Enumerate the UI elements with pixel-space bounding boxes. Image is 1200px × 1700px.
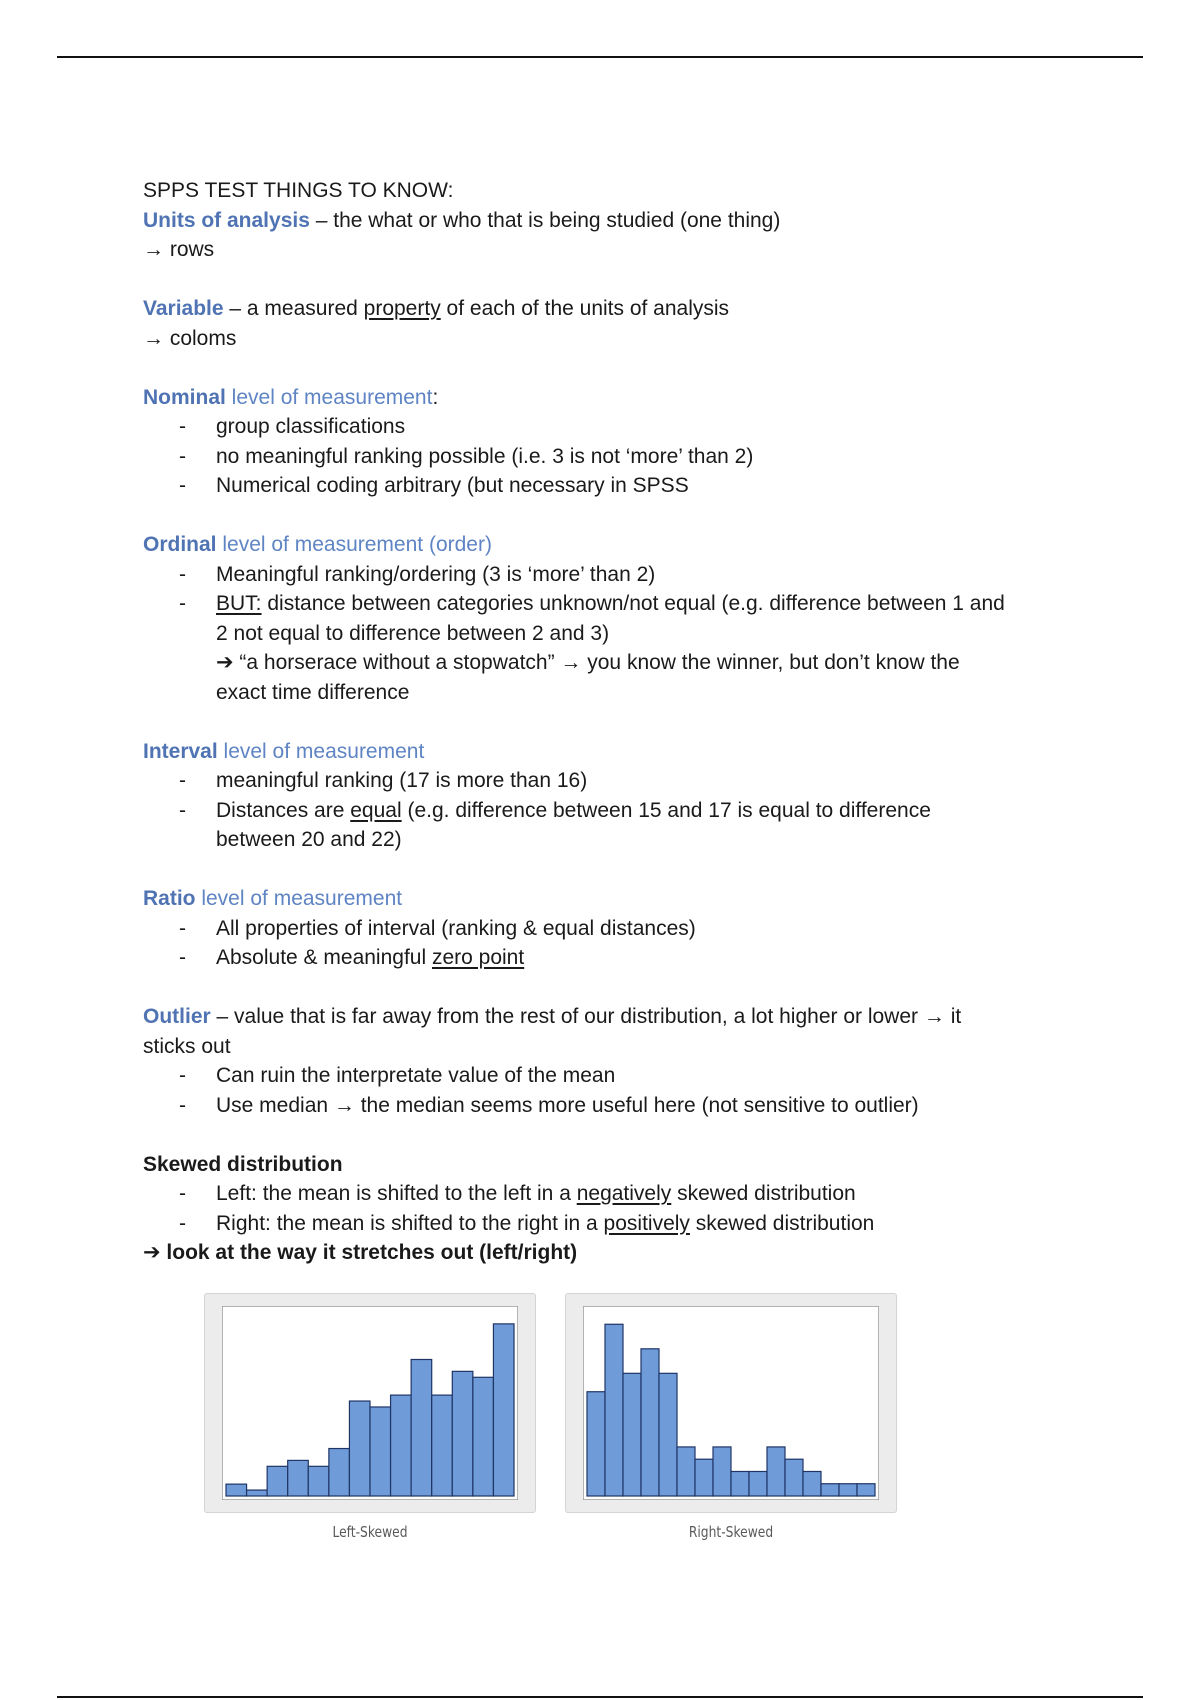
variable-def-pre: – a measured [223, 297, 364, 320]
document-body [143, 176, 1083, 1268]
histogram-bar [677, 1447, 695, 1496]
variable-definition [143, 294, 1083, 324]
ordinal-item2-line2: 2 not equal to difference between 2 and 3) [216, 621, 610, 645]
left-skewed-figure [204, 1293, 536, 1541]
ratio-list [143, 914, 1083, 973]
histogram-bar [659, 1373, 677, 1496]
outlier-definition-line2: sticks out [143, 1034, 231, 1058]
histogram-bar [391, 1395, 412, 1496]
histogram-bar [713, 1447, 731, 1496]
list-item: - Can ruin the interpretate value of the mean [143, 1061, 1083, 1091]
histogram-bar [623, 1373, 641, 1496]
nominal-colon: : [432, 385, 439, 409]
ratio-level-label: level of measurement [195, 887, 403, 910]
outlier-definition [143, 1002, 1083, 1032]
variable-def-underlined: property [363, 297, 441, 320]
right-skewed-figure [565, 1293, 897, 1541]
skewed-right-pre: Right: the mean is shifted to the right in a [216, 1211, 604, 1235]
ordinal-level-label: level of measurement (order) [216, 533, 492, 556]
histogram-bar [587, 1392, 605, 1496]
skewed-list [143, 1179, 1083, 1238]
histogram-bar [641, 1349, 659, 1496]
ordinal-list [143, 560, 1083, 708]
histogram-bar [308, 1466, 329, 1496]
list-item: - All properties of interval (ranking & equal distances) [143, 914, 1083, 944]
list-item: - Numerical coding arbitrary (but necessary in SPSS [143, 471, 1083, 501]
histogram-figures [204, 1293, 904, 1553]
outlier-list [143, 1061, 1083, 1120]
interval-heading [143, 737, 1083, 767]
skewed-left-underlined: negatively [576, 1182, 672, 1205]
term-variable: Variable [143, 297, 224, 320]
page-heading: SPPS TEST THINGS TO KNOW: [143, 179, 454, 202]
list-item: - group classifications [143, 412, 1083, 442]
ordinal-item2-line3: ➔ “a horserace without a stopwatch” → you know the winner, but don’t know the [216, 651, 960, 674]
ordinal-item2-line4: exact time difference [216, 680, 410, 704]
skewed-heading: Skewed distribution [143, 1152, 343, 1176]
units-arrow-note: → rows [143, 238, 215, 261]
list-item [143, 589, 1083, 707]
histogram-bar [247, 1490, 268, 1496]
term-interval: Interval [143, 739, 218, 763]
left-skewed-frame [204, 1293, 536, 1513]
right-skewed-frame [565, 1293, 897, 1513]
histogram-bar [267, 1466, 288, 1496]
histogram-bar [731, 1471, 749, 1496]
variable-def-post: of each of the units of analysis [440, 297, 730, 320]
skewed-right-underlined: positively [603, 1211, 690, 1235]
histogram-bar [749, 1471, 767, 1496]
right-skewed-histogram [583, 1306, 879, 1500]
list-item [143, 943, 1083, 973]
skewed-note: ➔ look at the way it stretches out (left/right) [143, 1241, 578, 1264]
term-ordinal: Ordinal [143, 533, 217, 556]
interval-level-label: level of measurement [217, 739, 425, 763]
histogram-bar [857, 1484, 875, 1496]
outlier-definition-text: – value that is far away from the rest of our distribution, a lot higher or lower → it [210, 1005, 962, 1028]
list-item [143, 1179, 1083, 1209]
nominal-list [143, 412, 1083, 501]
skewed-left-post: skewed distribution [671, 1182, 856, 1205]
list-item: - Meaningful ranking/ordering (3 is ‘more’ than 2) [143, 560, 1083, 590]
skewed-right-post: skewed distribution [689, 1211, 875, 1235]
nominal-heading [143, 383, 1083, 413]
histogram-bar [411, 1359, 432, 1496]
list-item: - no meaningful ranking possible (i.e. 3 is not ‘more’ than 2) [143, 442, 1083, 472]
histogram-bar [473, 1377, 494, 1496]
ordinal-item2-text: distance between categories unknown/not equal (e.g. difference between 1 and [261, 592, 1005, 615]
ratio-item2-underlined: zero point [431, 946, 525, 969]
left-skewed-histogram [222, 1306, 518, 1500]
histogram-bar [605, 1324, 623, 1496]
units-definition-text: – the what or who that is being studied (one thing) [309, 208, 781, 232]
interval-item2-underlined: equal [350, 798, 402, 822]
histogram-bar [452, 1371, 473, 1496]
ordinal-heading [143, 530, 1083, 560]
interval-item2-line2: between 20 and 22) [216, 828, 402, 851]
list-item: - Use median → the median seems more useful here (not sensitive to outlier) [143, 1091, 1083, 1121]
interval-item2-text: (e.g. difference between 15 and 17 is equal to difference [401, 798, 931, 822]
list-item: - meaningful ranking (17 is more than 16) [143, 766, 1083, 796]
histogram-bar [785, 1459, 803, 1496]
footer-rule [57, 1696, 1143, 1698]
ratio-item2-pre: Absolute & meaningful [216, 946, 432, 969]
histogram-bar [493, 1324, 514, 1496]
histogram-bar [329, 1449, 350, 1496]
interval-list [143, 766, 1083, 855]
histogram-bar [288, 1460, 309, 1496]
histogram-bar [370, 1407, 391, 1496]
histogram-bar [839, 1484, 857, 1496]
histogram-bar [432, 1395, 453, 1496]
interval-item2-pre: Distances are [216, 798, 351, 822]
ratio-heading [143, 884, 1083, 914]
term-ratio: Ratio [143, 887, 196, 910]
ordinal-item2-line1 [216, 589, 1083, 619]
interval-item2-line1 [216, 796, 1083, 826]
left-skewed-caption: Left-Skewed [332, 1523, 408, 1541]
term-outlier: Outlier [143, 1005, 211, 1028]
term-units-of-analysis: Units of analysis [143, 208, 310, 232]
variable-arrow-note: → coloms [143, 326, 237, 350]
ordinal-but-label: BUT: [216, 592, 262, 615]
nominal-level-label: level of measurement [225, 385, 433, 409]
histogram-bar [803, 1471, 821, 1496]
histogram-bar [349, 1401, 370, 1496]
list-item [143, 1209, 1083, 1239]
header-rule [57, 56, 1143, 58]
right-skewed-caption: Right-Skewed [688, 1523, 774, 1541]
term-nominal: Nominal [143, 385, 226, 409]
histogram-bar [767, 1447, 785, 1496]
histogram-bar [226, 1484, 247, 1496]
histogram-bar [695, 1459, 713, 1496]
units-of-analysis-definition [143, 206, 1083, 236]
skewed-left-pre: Left: the mean is shifted to the left in a [216, 1182, 577, 1205]
list-item [143, 796, 1083, 855]
histogram-bar [821, 1484, 839, 1496]
